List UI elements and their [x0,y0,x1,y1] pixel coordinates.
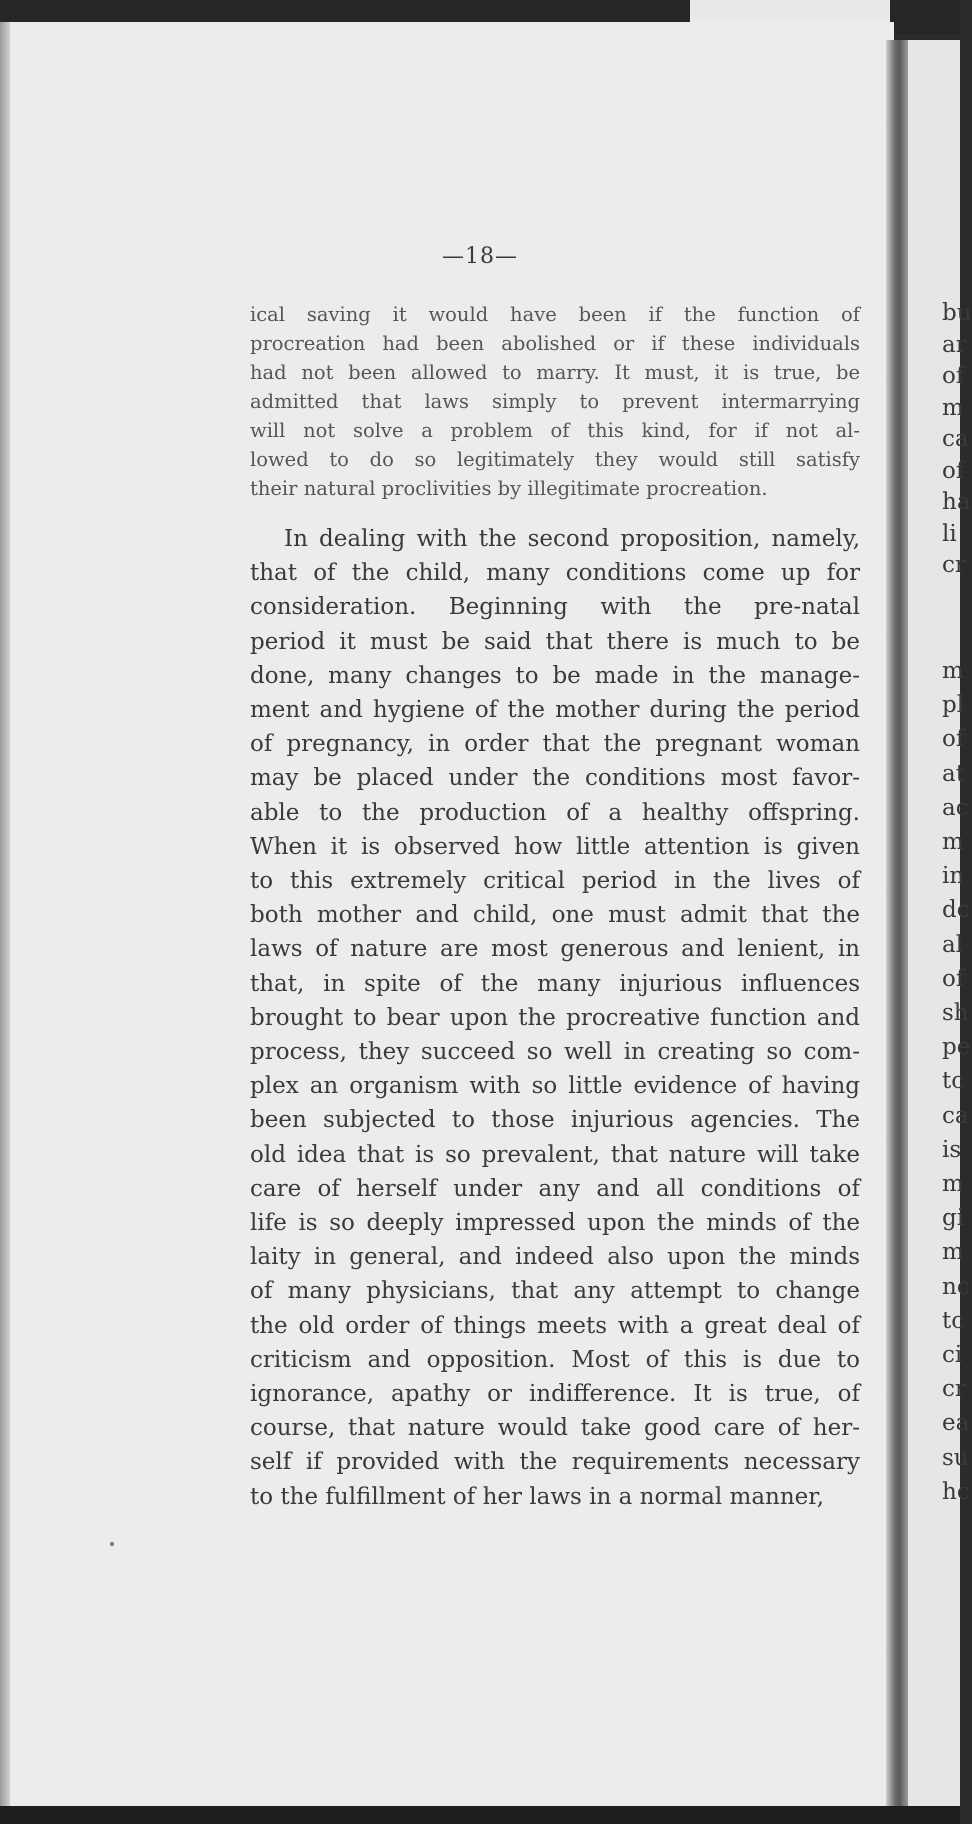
text-line: of pregnancy, in order that the pregnant woman [250,731,860,758]
text-line: life is so deeply impressed upon the minds of the [250,1210,860,1237]
text-line: consideration. Beginning with the pre-natal [250,594,860,621]
facing-page-line: dc [942,897,970,924]
facing-page-line: of [942,457,965,484]
scan-speck [110,1542,114,1546]
text-line: to this extremely critical period in the lives of [250,868,860,895]
text-line: criticism and opposition. Most of this is due to [250,1346,860,1373]
facing-page-line: cr [942,552,966,578]
facing-page-line: ci [942,1342,963,1368]
facing-page-line: ca [942,426,969,452]
text-line: laws of nature are most generous and lenient, in [250,936,860,963]
text-line: When it is observed how little attention is given [250,833,860,860]
facing-page-line: m [942,829,964,855]
text-line: their natural proclivities by illegitimate procreation. [250,477,768,500]
paragraph-second-proposition [250,522,860,1514]
text-line: will not solve a problem of this kind, for if not al- [250,419,860,442]
page-number: —18— [442,244,518,269]
text-line: plex an organism with so little evidence of having [250,1073,860,1100]
text-line: may be placed under the conditions most favor- [250,765,860,792]
text-line: admitted that laws simply to prevent intermarrying [250,390,860,413]
facing-page-line: m [942,1239,964,1266]
facing-page-line: m [942,658,964,684]
text-line: ical saving it would have been if the function of [250,303,860,326]
facing-page-line: li [942,520,957,547]
facing-page-line: hc [942,1478,970,1505]
facing-page-line: tc [942,1307,965,1334]
facing-page-line: at [942,760,965,787]
facing-page-line: ac [942,794,969,821]
text-line: ignorance, apathy or indifference. It is true, of [250,1381,860,1408]
facing-page-line: of [942,363,965,389]
text-line: to the fulfillment of her laws in a normal manner, [250,1483,825,1510]
facing-page-line: is [942,1136,962,1163]
facing-page-line: tc [942,1068,965,1095]
facing-page-fragment [908,40,972,1806]
text-line: brought to bear upon the procreative function and [250,1004,860,1031]
text-line: had not been allowed to marry. It must, it is true, be [250,361,860,384]
facing-page-line: bu [942,300,972,326]
text-line: both mother and child, one must admit that the [250,902,860,929]
text-line: care of herself under any and all conditions of [250,1175,860,1202]
text-line: laity in general, and indeed also upon the minds [250,1244,860,1271]
text-line: been subjected to those injurious agencies. The [250,1107,860,1134]
facing-page-line: cr [942,1376,966,1403]
text-line: done, many changes to be made in the manage- [250,662,860,689]
paragraph-continuation [250,300,860,503]
text-line: self if provided with the requirements necessary [250,1449,860,1476]
facing-page-line: m [942,1171,964,1197]
book-gutter [886,40,908,1808]
facing-page-line: ha [942,489,971,515]
text-line: that of the child, many conditions come up for [250,560,860,587]
facing-page-line: al [942,931,964,958]
facing-page-line: m [942,394,964,421]
facing-page-line: ea [942,1410,970,1437]
text-line: old idea that is so prevalent, that nature will take [250,1141,860,1168]
facing-page-line: pe [942,1034,971,1061]
facing-page-line: gi [942,1205,965,1232]
facing-page-line: su [942,1444,969,1471]
facing-page-line: in [942,863,965,890]
facing-page-line: ca [942,1102,969,1129]
text-line: procreation had been abolished or if these individuals [250,332,860,355]
text-line: process, they succeed so well in creating so com- [250,1039,860,1066]
text-line: In dealing with the second proposition, namely, [284,526,860,552]
facing-page-line: ar [942,331,967,358]
text-line: lowed to do so legitimately they would still satisfy [250,448,860,471]
facing-page-line: sh [942,1000,969,1026]
facing-page-line: of [942,965,965,992]
facing-page-line: of [942,726,965,753]
facing-page-line: nc [942,1273,970,1300]
text-line: the old order of things meets with a great deal of [250,1312,860,1339]
text-line: course, that nature would take good care of her- [250,1415,860,1442]
text-line: period it must be said that there is much to be [250,628,860,655]
facing-page-line: pl [942,692,965,719]
text-line: ment and hygiene of the mother during the period [250,697,860,724]
scan-border-bottom [0,1806,960,1824]
text-line: that, in spite of the many injurious influences [250,970,860,997]
text-line: able to the production of a healthy offspring. [250,799,860,826]
text-line: of many physicians, that any attempt to change [250,1278,860,1305]
